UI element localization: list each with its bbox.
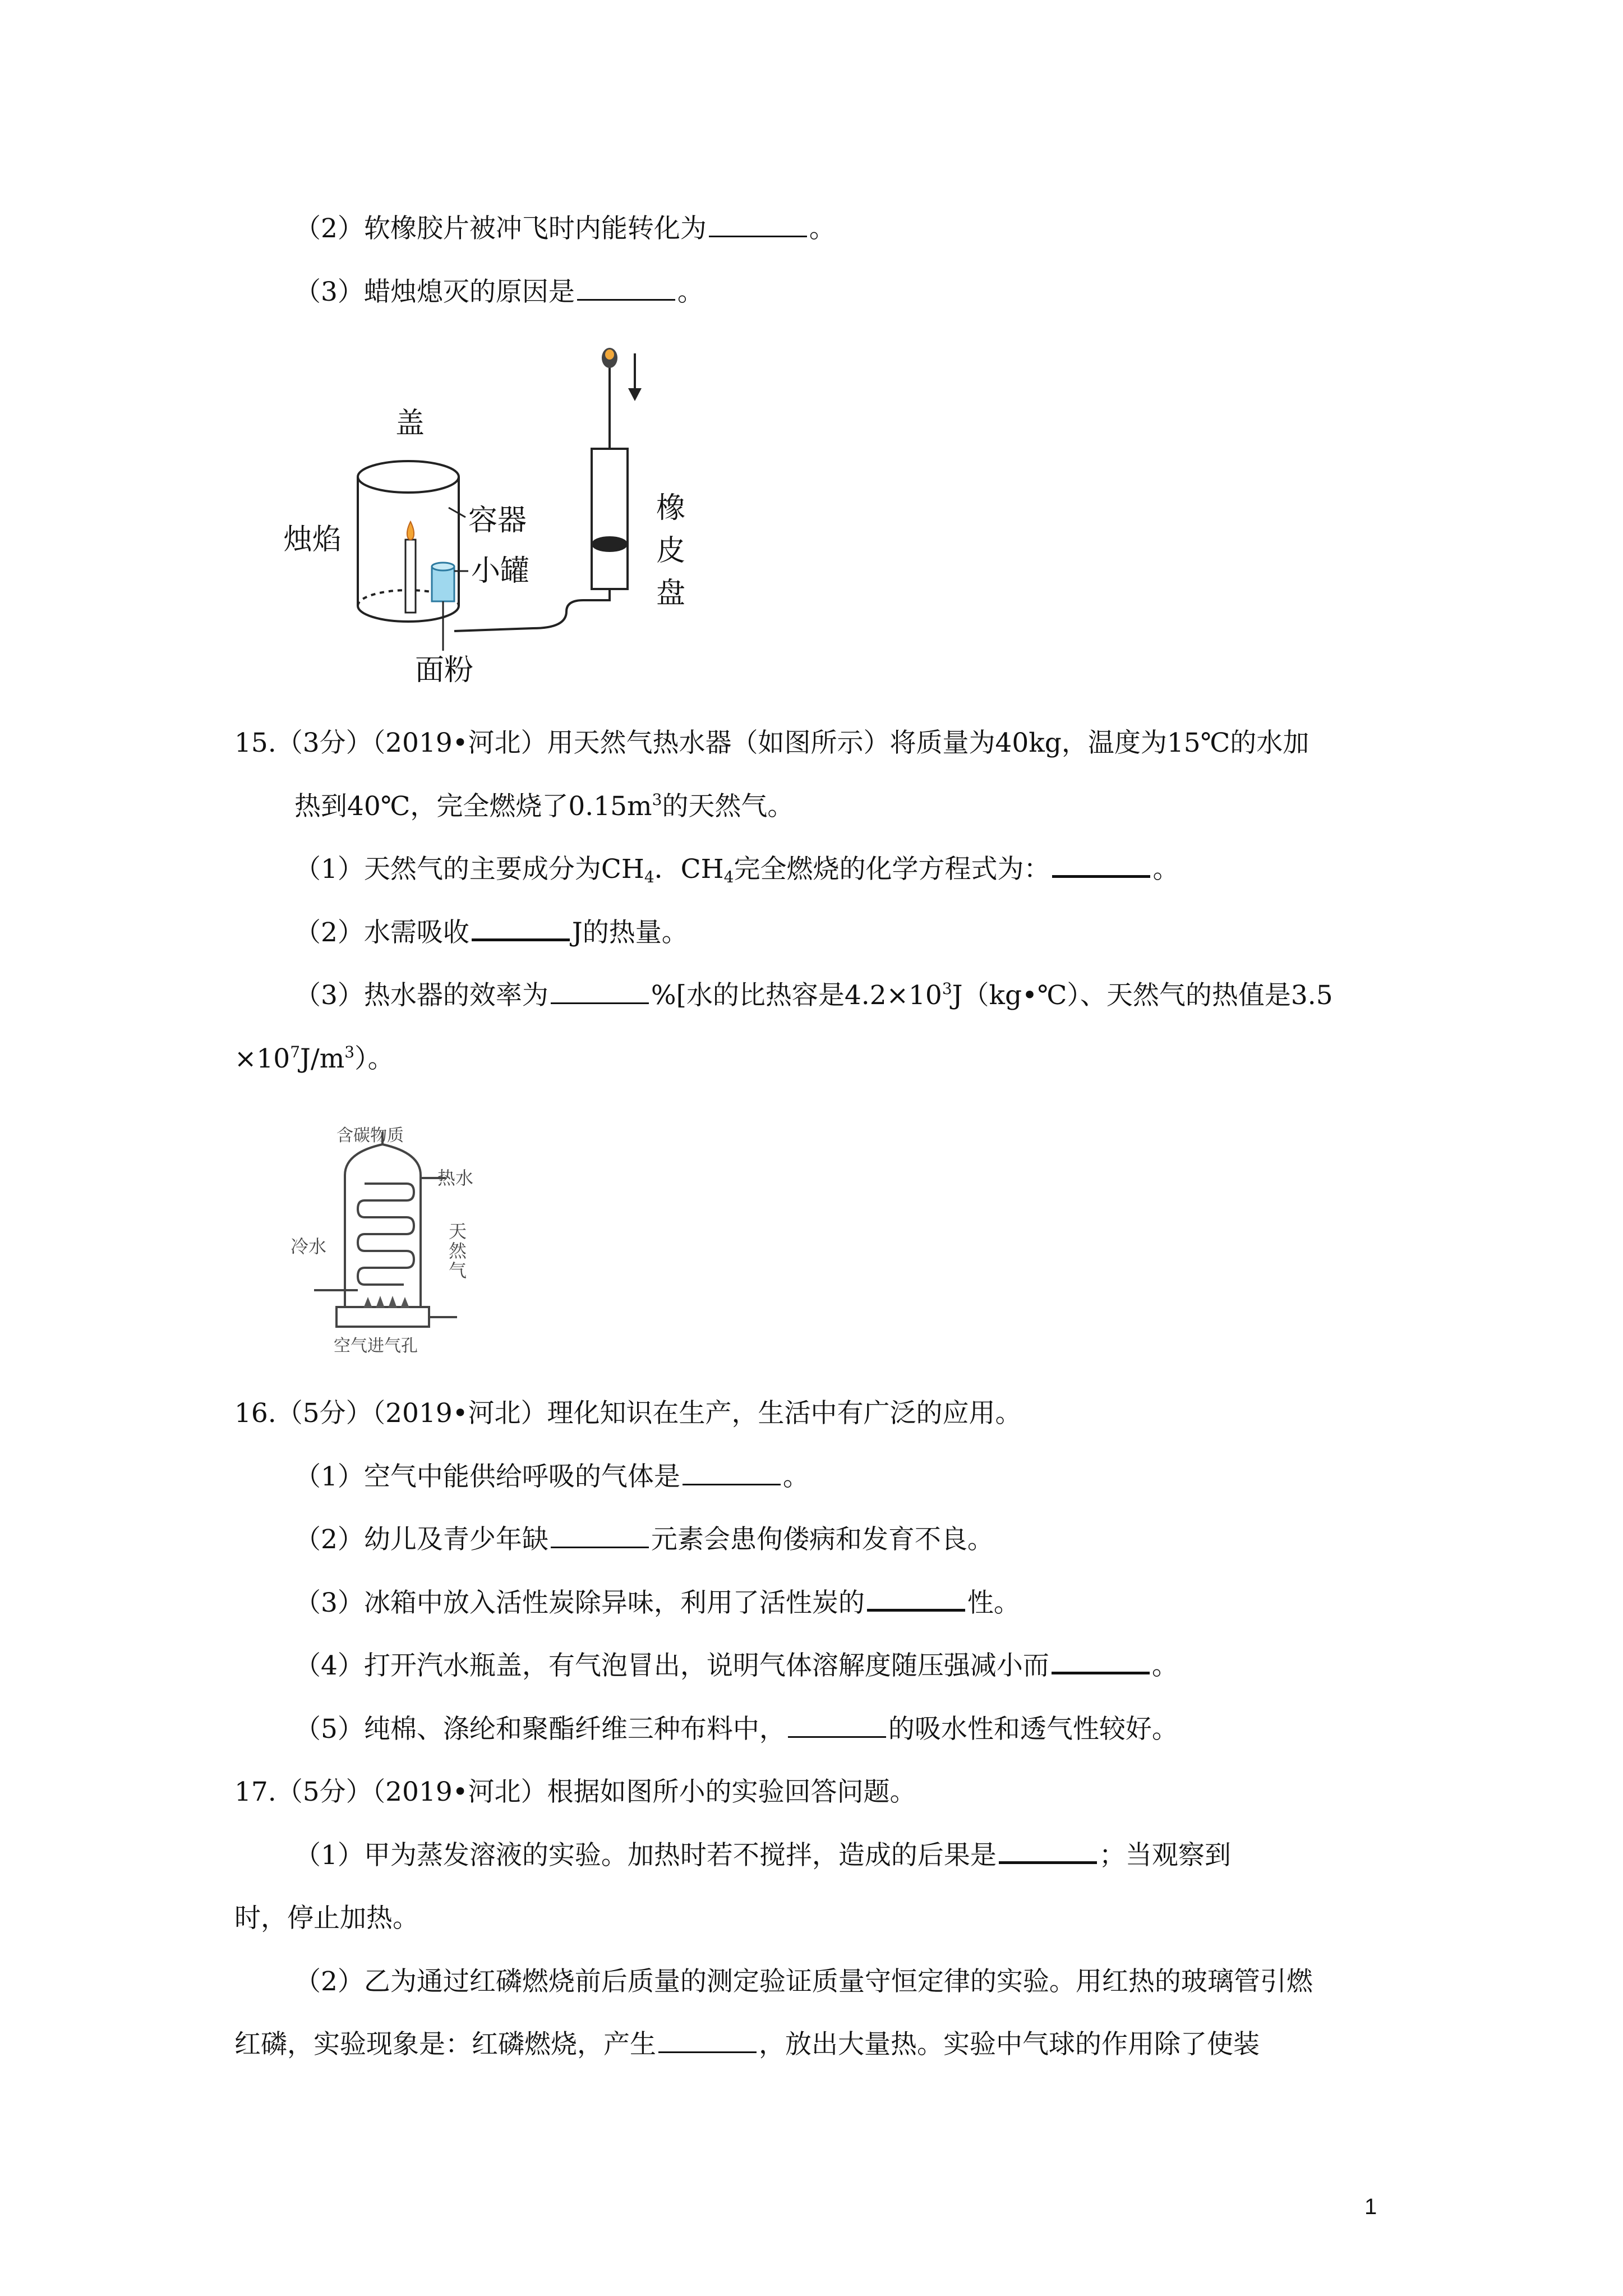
small-can-drawing — [432, 563, 454, 601]
label-flame: 烛焰 — [283, 523, 342, 556]
answer-blank[interactable] — [472, 916, 570, 941]
label-rubber-3: 盘 — [656, 577, 686, 610]
q15-sub3: （3）热水器的效率为 %[水的比热容是$4.2\times 10^3J(kg•℃)$、天然气的热值是3.5 — [294, 979, 1333, 1011]
label-rubber-2: 皮 — [656, 534, 686, 568]
syringe-drawing — [454, 367, 628, 631]
answer-blank[interactable] — [1052, 1649, 1150, 1674]
q17-sub1-line2: 时，停止加热。 — [234, 1903, 419, 1934]
label-lid: 盖 — [395, 407, 425, 440]
answer-blank[interactable] — [577, 277, 675, 301]
q17-head: 17.（5分）（2019•河北）根据如图所小的实验回答问题。 — [234, 1777, 916, 1807]
label-container: 容器 — [468, 504, 527, 537]
q15-water-heater-figure — [292, 1122, 527, 1363]
answer-blank[interactable] — [683, 1461, 781, 1485]
q15-sub3-line2: $\times 10^7J/m^3$）。 — [234, 1043, 394, 1074]
page-number: 1 — [1364, 2194, 1377, 2219]
answer-blank[interactable] — [999, 1839, 1097, 1864]
label-flour: 面粉 — [415, 654, 474, 687]
label-small-can: 小罐 — [471, 554, 530, 588]
answer-blank[interactable] — [867, 1586, 965, 1612]
label-gas-1: 天 — [449, 1221, 467, 1242]
q14-sub3: （3）蜡烛熄灭的原因是 。 — [294, 277, 704, 307]
q15-sub1: （1）天然气的主要成分为$CH_4$．$CH_4$完全燃烧的化学方程式为： 。 — [294, 854, 1179, 886]
heater-body-drawing — [314, 1132, 457, 1327]
q16-sub1: （1）空气中能供给呼吸的气体是 。 — [294, 1461, 809, 1492]
q15-head: 15.（3分）（2019•河北）用天然气热水器（如图所示）将质量为40kg，温度为15℃的水加 — [234, 728, 1310, 758]
q16-sub5: （5）纯棉、涤纶和聚酯纤维三种布料中， 的吸水性和透气性较好。 — [294, 1714, 1178, 1745]
q16-head: 16.（5分）（2019•河北）理化知识在生产，生活中有广泛的应用。 — [234, 1398, 1022, 1429]
q17-sub1: （1）甲为蒸发溶液的实验。加热时若不搅拌，造成的后果是 ；当观察到 — [294, 1840, 1231, 1871]
answer-blank[interactable] — [551, 980, 649, 1004]
label-carbon-material: 含碳物质 — [336, 1126, 404, 1145]
q16-sub3: （3）冰箱中放入活性炭除异味，利用了活性炭的 性。 — [294, 1588, 1020, 1618]
label-air-inlet: 空气进气孔 — [334, 1336, 418, 1356]
candle-drawing — [405, 522, 416, 613]
q15-sub2: （2）水需吸收 J的热量。 — [294, 917, 688, 948]
q17-sub2-line2: 红磷，实验现象是：红磷燃烧，产生 ，放出大量热。实验中气球的作用除了使装 — [234, 2029, 1260, 2060]
answer-blank[interactable] — [788, 1714, 886, 1738]
q15-head-line2: 热到40℃，完全燃烧了$0.15m^3$的天然气。 — [294, 790, 794, 822]
answer-blank[interactable] — [1052, 853, 1150, 878]
q16-sub4: （4）打开汽水瓶盖，有气泡冒出，说明气体溶解度随压强减小而 。 — [294, 1650, 1178, 1681]
label-rubber-1: 橡 — [656, 491, 686, 525]
label-cold-water: 冷水 — [291, 1236, 327, 1257]
answer-blank[interactable] — [551, 1524, 649, 1548]
answer-blank[interactable] — [709, 213, 807, 237]
rubber-bulb-icon — [602, 348, 617, 368]
q14-sub2: （2）软橡胶片被冲飞时内能转化为 。 — [294, 213, 836, 244]
q16-sub2: （2）幼儿及青少年缺 元素会患佝偻病和发育不良。 — [294, 1524, 994, 1555]
label-gas-3: 气 — [449, 1260, 467, 1281]
q17-sub2: （2）乙为通过红磷燃烧前后质量的测定验证质量守恒定律的实验。用红热的玻璃管引燃 — [294, 1966, 1313, 1997]
arrow-icon — [628, 353, 642, 401]
label-hot-water: 热水 — [437, 1167, 474, 1189]
answer-blank[interactable] — [658, 2029, 757, 2053]
label-gas-2: 然 — [449, 1240, 467, 1262]
